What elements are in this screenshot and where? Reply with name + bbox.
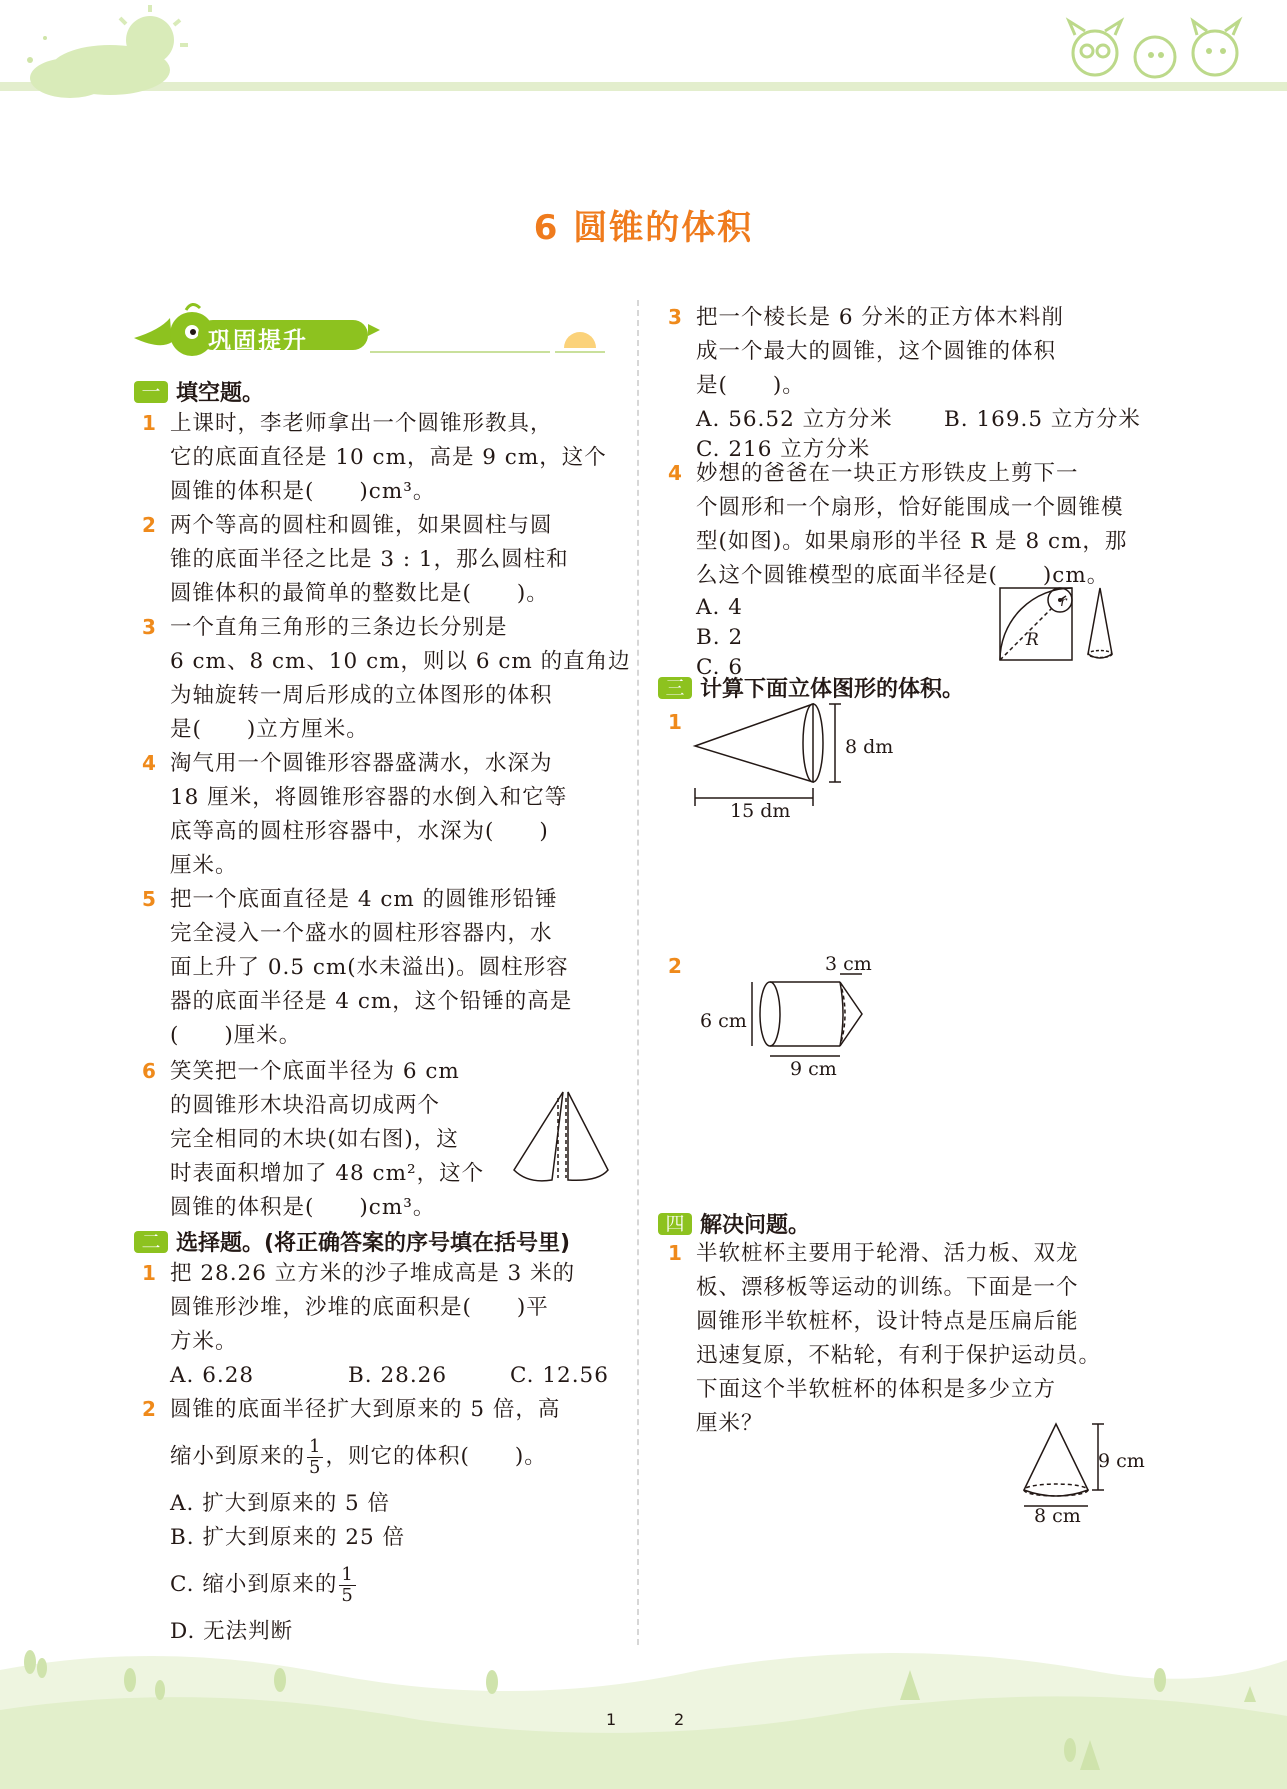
question-text: 底等高的圆柱形容器中，水深为( )	[170, 819, 549, 844]
fraction-denominator: 5	[309, 1456, 322, 1478]
question-text: 的圆锥形木块沿高切成两个	[170, 1093, 441, 1118]
question-text: 成一个最大的圆锥，这个圆锥的体积	[696, 339, 1057, 364]
question-text: 圆锥的体积是( )cm³。	[170, 1195, 436, 1220]
question-number: 2	[668, 954, 682, 978]
option: C. 12.56	[510, 1363, 609, 1388]
question-text: 18 厘米，将圆锥形容器的水倒入和它等	[170, 785, 568, 810]
question-text: 下面这个半软桩杯的体积是多少立方	[696, 1377, 1057, 1402]
question-text: 圆锥体积的最简单的整数比是( )。	[170, 581, 549, 606]
question-text: 厘米？	[696, 1411, 764, 1436]
question-text: 淘气用一个圆锥形容器盛满水，水深为	[170, 751, 553, 776]
question-text: 圆锥形沙堆，沙堆的底面积是( )平	[170, 1295, 549, 1320]
option: B. 扩大到原来的 25 倍	[170, 1525, 405, 1550]
question-text: 完全相同的木块(如右图)，这	[170, 1127, 459, 1152]
fraction-denominator: 5	[341, 1584, 354, 1606]
section-title: 填空题。	[176, 381, 265, 406]
option: C. 6	[696, 655, 744, 680]
question-1-2	[142, 508, 622, 611]
option: B. 169.5 立方分米	[944, 407, 1141, 432]
question-text: 笑笑把一个底面半径为 6 cm	[170, 1059, 460, 1084]
page-number: 1	[606, 1710, 617, 1729]
question-text: 两个等高的圆柱和圆锥，如果圆柱与圆	[170, 513, 553, 538]
option: B. 2	[696, 625, 744, 650]
question-text: 面上升了 0.5 cm(水未溢出)。圆柱形容	[170, 955, 569, 980]
section-title: 计算下面立体图形的体积。	[700, 677, 965, 702]
question-1-3	[142, 610, 631, 747]
question-4-1	[668, 1236, 1148, 1441]
question-text: 厘米。	[170, 853, 238, 878]
option: D. 无法判断	[170, 1619, 294, 1644]
section3-heading	[658, 672, 964, 703]
question-text: 为轴旋转一周后形成的立体图形的体积	[170, 683, 553, 708]
question-text: 板、漂移板等运动的训练。下面是一个	[696, 1275, 1079, 1300]
question-text: 么这个圆锥模型的底面半径是( )cm。	[696, 563, 1110, 588]
cone-height-label: 3 cm	[825, 953, 872, 975]
page-number: 2	[674, 1710, 685, 1729]
question-text: 锥的底面半径之比是 3 : 1，那么圆柱和	[170, 547, 569, 572]
hills-decoration	[0, 1640, 1287, 1789]
question-2-1	[142, 1256, 622, 1393]
option: A. 56.52 立方分米	[696, 407, 893, 432]
radius-r-label: r	[1060, 594, 1067, 610]
banner-label: 巩固提升	[208, 328, 308, 354]
diameter-label: 6 cm	[700, 1010, 747, 1032]
column-divider	[637, 300, 639, 1645]
cylinder-height-label: 9 cm	[790, 1058, 837, 1080]
fraction-numerator: 1	[309, 1435, 322, 1457]
question-text: 一个直角三角形的三条边长分别是	[170, 615, 508, 640]
question-number: 5	[142, 887, 157, 911]
question-number: 4	[668, 461, 683, 485]
question-1-4	[142, 746, 622, 883]
option: A. 4	[696, 595, 743, 620]
height-label: 8 dm	[845, 736, 894, 758]
banner-whale-icon	[130, 300, 610, 362]
question-number: 3	[668, 305, 683, 329]
radius-R-label: R	[1026, 630, 1039, 650]
question-text: 完全浸入一个盛水的圆柱形容器内，水	[170, 921, 553, 946]
section4-heading	[658, 1208, 810, 1239]
question-text: 妙想的爸爸在一块正方形铁皮上剪下一	[696, 461, 1079, 486]
question-number: 1	[668, 710, 682, 734]
section-title: 解决问题。	[700, 1213, 811, 1238]
section-number: 三	[658, 677, 692, 699]
question-text: 它的底面直径是 10 cm，高是 9 cm，这个	[170, 445, 607, 470]
split-cone-figure	[508, 1088, 618, 1188]
question-1-5	[142, 882, 622, 1053]
question-text: 缩小到原来的	[170, 1444, 306, 1469]
animal-characters-icon	[1055, 15, 1255, 85]
question-text: 是( )立方厘米。	[170, 717, 369, 742]
sun-cloud-decoration	[0, 0, 220, 110]
question-text: 个圆形和一个扇形，恰好能围成一个圆锥模	[696, 495, 1124, 520]
question-text: ，则它的体积( )。	[325, 1444, 547, 1469]
question-text: 半软桩杯主要用于轮滑、活力板、双龙	[696, 1241, 1079, 1266]
question-text: 时表面积增加了 48 cm²，这个	[170, 1161, 485, 1186]
question-text: 方米。	[170, 1329, 238, 1354]
fraction	[307, 1437, 323, 1478]
option: A. 6.28	[170, 1363, 255, 1388]
question-text: 型(如图)。如果扇形的半径 R 是 8 cm，那	[696, 529, 1128, 554]
section-title: 选择题。(将正确答案的序号填在括号里)	[176, 1231, 571, 1256]
option: B. 28.26	[348, 1363, 448, 1388]
question-text: 把一个棱长是 6 分米的正方体木料削	[696, 305, 1064, 330]
diameter-label: 8 cm	[1034, 1505, 1081, 1527]
option: C. 216 立方分米	[696, 437, 871, 462]
question-text: 把一个底面直径是 4 cm 的圆锥形铅锤	[170, 887, 558, 912]
question-text: 把 28.26 立方米的沙子堆成高是 3 米的	[170, 1261, 576, 1286]
question-number: 3	[142, 615, 157, 639]
question-text: 圆锥的底面半径扩大到原来的 5 倍，高	[170, 1397, 561, 1422]
height-label: 9 cm	[1098, 1450, 1145, 1472]
question-number: 1	[142, 411, 157, 435]
question-text: 是( )。	[696, 373, 805, 398]
section-number: 二	[134, 1231, 168, 1253]
question-text: ( )厘米。	[170, 1023, 302, 1048]
question-1-6	[142, 1054, 522, 1225]
question-2-2	[142, 1392, 622, 1649]
question-number: 1	[668, 1241, 683, 1265]
question-text: 6 cm、8 cm、10 cm，则以 6 cm 的直角边	[170, 649, 631, 674]
length-label: 15 dm	[730, 800, 791, 822]
question-1-1	[142, 406, 622, 509]
section2-heading	[134, 1226, 570, 1257]
question-text: 器的底面半径是 4 cm，这个铅锤的高是	[170, 989, 573, 1014]
question-number: 2	[142, 513, 157, 537]
section1-heading	[134, 376, 264, 407]
option: A. 扩大到原来的 5 倍	[170, 1491, 391, 1516]
question-text: 迅速复原，不粘轮，有利于保护运动员。	[696, 1343, 1102, 1368]
question-text: 上课时，李老师拿出一个圆锥形教具，	[170, 411, 553, 436]
fraction-numerator: 1	[341, 1563, 354, 1585]
question-number: 4	[142, 751, 157, 775]
question-text: 圆锥的体积是( )cm³。	[170, 479, 436, 504]
question-number: 2	[142, 1397, 157, 1421]
option: C. 缩小到原来的	[170, 1572, 338, 1597]
question-number: 1	[142, 1261, 157, 1285]
page-title: 6 圆锥的体积	[533, 208, 754, 248]
question-number: 6	[142, 1059, 157, 1083]
question-text: 圆锥形半软桩杯，设计特点是压扁后能	[696, 1309, 1079, 1334]
question-2-3	[668, 300, 1148, 467]
fraction	[339, 1565, 355, 1606]
section-number: 四	[658, 1213, 692, 1235]
cylinder-cone-figure	[750, 962, 870, 1072]
section-number: 一	[134, 381, 168, 403]
